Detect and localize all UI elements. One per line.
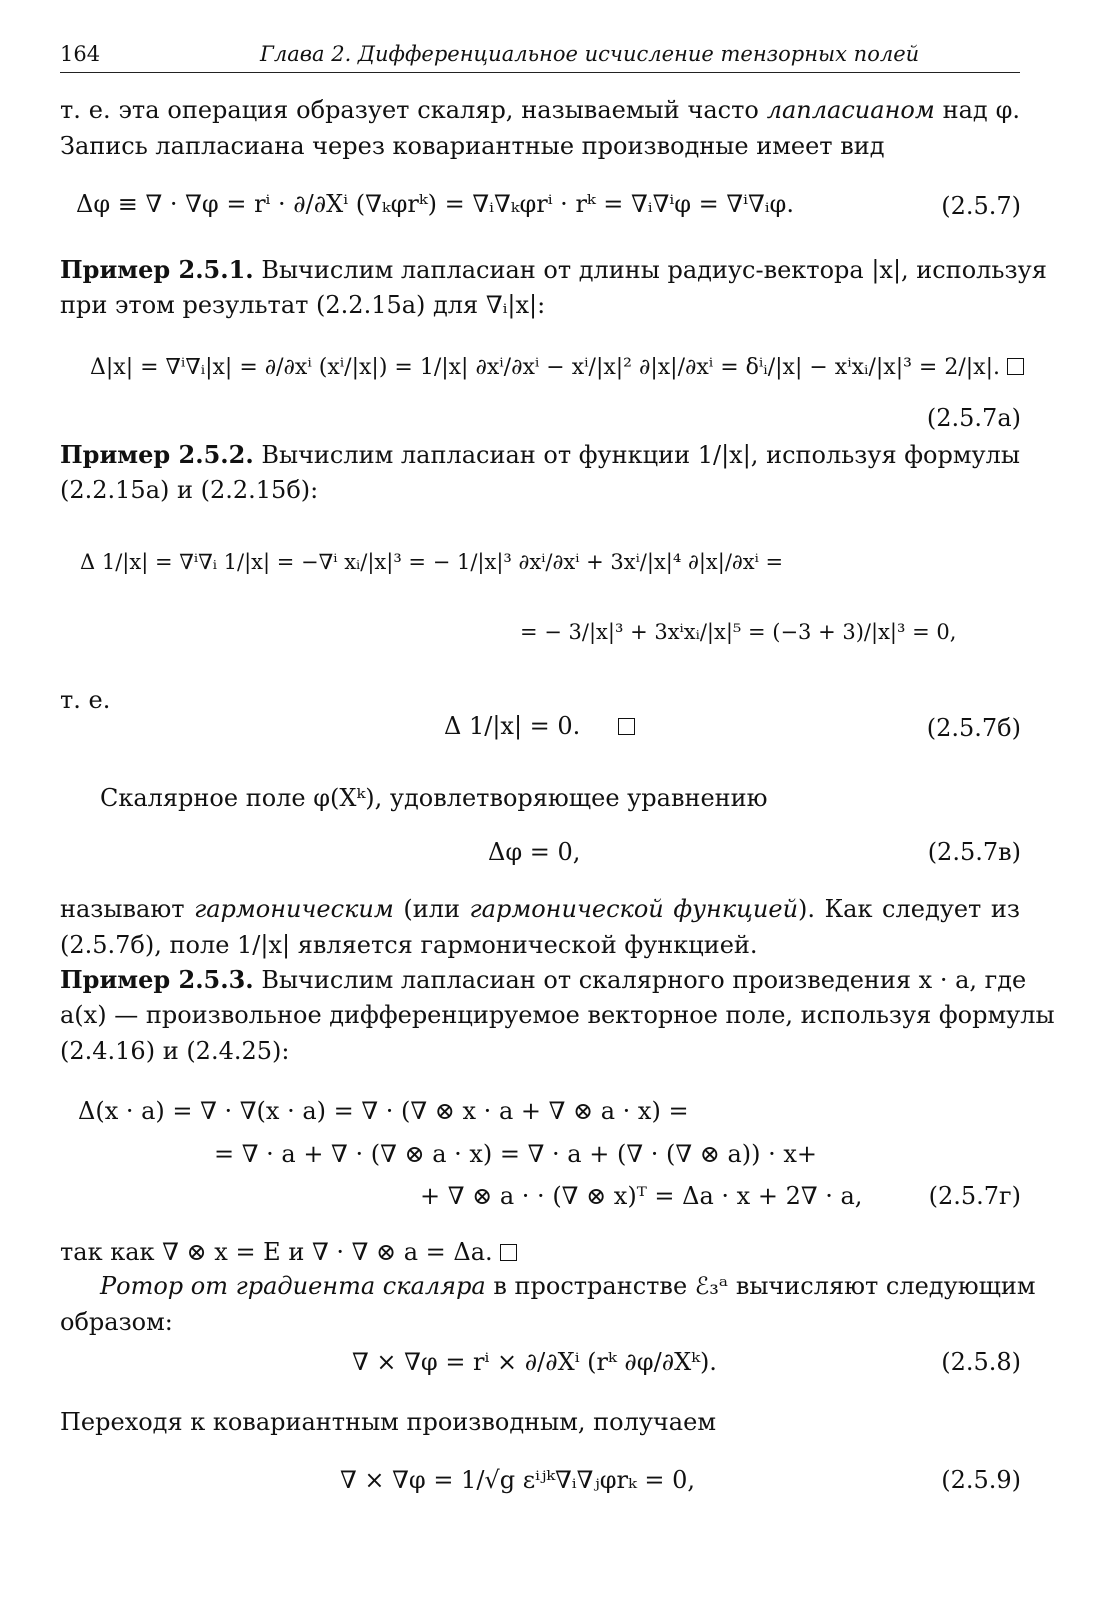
text-line: Скалярное поле φ(Xᵏ), удовлетворяющее уравнению [100,784,768,812]
example-heading: Пример 2.5.1. Вычислим лапласиан от длины радиус-вектора |x|, используя [60,255,1047,284]
equation: + ∇ ⊗ a · · (∇ ⊗ x)ᵀ = Δa · x + 2∇ · a, [420,1182,863,1210]
equation: Δ 1/|x| = 0. [444,712,635,740]
text-line: (2.5.7б), поле 1/|x| является гармонической функцией. [60,931,758,959]
end-of-proof-icon [618,718,635,735]
equation-number: (2.5.7) [941,192,1021,220]
end-of-proof-icon [1007,358,1024,375]
equation: = ∇ · a + ∇ · (∇ ⊗ a · x) = ∇ · a + (∇ · (∇ ⊗ a)) · x+ [214,1140,818,1168]
equation-number: (2.5.7а) [926,404,1021,432]
text-line: при этом результат (2.2.15а) для ∇ᵢ|x|: [60,291,546,319]
equation: Δ(x · a) = ∇ · ∇(x · a) = ∇ · (∇ ⊗ x · a + ∇ ⊗ a · x) = [78,1097,689,1125]
text-line: т. е. [60,686,111,714]
page-header [60,40,1020,73]
equation: Δ 1/|x| = ∇ⁱ∇ᵢ 1/|x| = −∇ⁱ xᵢ/|x|³ = − 1/|x|³ ∂xⁱ/∂xⁱ + 3xⁱ/|x|⁴ ∂|x|/∂xⁱ = [80,550,784,574]
equation: ∇ × ∇φ = rⁱ × ∂/∂Xⁱ (rᵏ ∂φ/∂Xᵏ). [352,1348,717,1376]
page-number: 164 [60,42,101,66]
equation-number: (2.5.7в) [927,838,1021,866]
equation: Δφ = 0, [488,838,581,866]
text-line: так как ∇ ⊗ x = E и ∇ · ∇ ⊗ a = Δa. [60,1238,1020,1266]
text-line: a(x) — произвольное дифференцируемое векторное поле, используя формулы [60,1001,1055,1029]
equation-number: (2.5.7г) [928,1182,1021,1210]
text-line: (2.2.15а) и (2.2.15б): [60,476,319,504]
text-line: Запись лапласиана через ковариантные производные имеет вид [60,132,885,160]
end-of-proof-icon [500,1244,517,1261]
equation: = − 3/|x|³ + 3xⁱxᵢ/|x|⁵ = (−3 + 3)/|x|³ = 0, [520,620,957,644]
text-line: образом: [60,1308,173,1336]
example-heading: Пример 2.5.2. Вычислим лапласиан от функции 1/|x|, используя формулы [60,440,1020,469]
equation-number: (2.5.8) [941,1348,1021,1376]
equation: Δ|x| = ∇ⁱ∇ᵢ|x| = ∂/∂xⁱ (xⁱ/|x|) = 1/|x| ∂xⁱ/∂xⁱ − xⁱ/|x|² ∂|x|/∂xⁱ = δⁱᵢ/|x| − xⁱxᵢ/|x|³ = 2/|x|. [90,355,1024,380]
text-line: называют гармоническим (или гармонической функцией). Как следует из [60,895,1020,923]
text-line: Ротор от градиента скаляра в пространстве ℰ₃ᵃ вычисляют следующим [100,1272,1036,1300]
text-line: (2.4.16) и (2.4.25): [60,1037,290,1065]
equation-number: (2.5.9) [941,1466,1021,1494]
text-line: т. е. эта операция образует скаляр, называемый часто лапласианом над φ. [60,96,1021,124]
equation: ∇ × ∇φ = 1/√g εⁱʲᵏ∇ᵢ∇ⱼφrₖ = 0, [340,1466,696,1494]
text-line: Переходя к ковариантным производным, получаем [60,1408,716,1436]
equation: Δφ ≡ ∇ · ∇φ = rⁱ · ∂/∂Xⁱ (∇ₖφrᵏ) = ∇ᵢ∇ₖφrⁱ · rᵏ = ∇ᵢ∇ⁱφ = ∇ⁱ∇ᵢφ. [76,190,794,218]
running-title: Глава 2. Дифференциальное исчисление тензорных полей [260,42,920,66]
equation-number: (2.5.7б) [926,714,1021,742]
example-heading: Пример 2.5.3. Вычислим лапласиан от скалярного произведения x · a, где [60,965,1027,994]
